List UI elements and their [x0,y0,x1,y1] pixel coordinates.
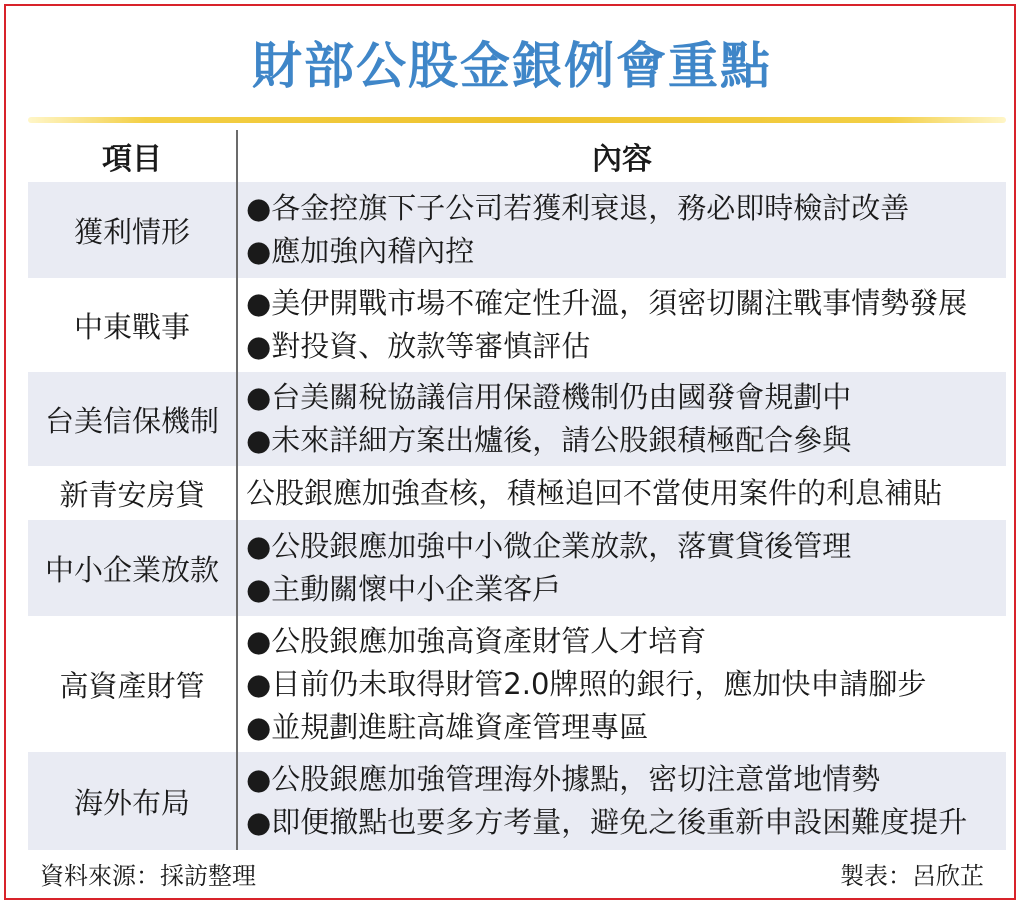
row-item: 中小企業放款 [44,552,219,587]
source-note: 資料來源：採訪整理 [40,862,256,890]
row-line: 公股銀應加強查核，積極追回不當使用案件的利息補貼 [246,475,943,510]
table-header [28,130,1006,182]
row-content [246,372,1006,466]
row-item: 新青安房貸 [59,477,205,512]
row-line: ●各金控旗下子公司若獲利衰退，務必即時檢討改善 [246,191,910,225]
page-title: 財部公股金銀例會重點 [252,37,772,95]
row-content [246,752,1006,850]
row-item: 高資產財管 [59,668,205,703]
row-line: ●公股銀應加強中小微企業放款，落實貸後管理 [246,529,852,563]
table-row [28,466,1006,520]
row-content [246,182,1006,278]
header-content: 內容 [592,142,652,177]
row-line: ●公股銀應加強管理海外據點，密切注意當地情勢 [246,762,881,796]
row-item: 中東戰事 [73,309,190,344]
row-line: ●即便撤點也要多方考量，避免之後重新申設困難度提升 [246,805,968,839]
row-line: ●美伊開戰市場不確定性升溫，須密切關注戰事情勢發展 [246,286,968,320]
table-row [28,752,1006,850]
row-line: ●公股銀應加強高資產財管人才培育 [246,623,707,658]
table-row [28,182,1006,278]
row-item: 台美信保機制 [44,403,219,438]
row-line: ●目前仍未取得財管2.0牌照的銀行，應加快申請腳步 [246,666,927,701]
row-content [246,520,1006,616]
row-content [246,466,1006,520]
row-item: 海外布局 [73,785,190,820]
column-divider [236,130,238,850]
table-row [28,278,1006,372]
maker-note: 製表：呂欣芷 [840,862,984,890]
row-item: 獲利情形 [73,214,190,249]
row-line: ●主動關懷中小企業客戶 [246,572,562,606]
table-row [28,616,1006,752]
row-line: ●應加強內稽內控 [246,234,475,268]
header-item: 項目 [102,142,162,177]
row-content [246,278,1006,372]
title-divider [28,117,1006,123]
table-row [28,520,1006,616]
row-line: ●並規劃進駐高雄資產管理專區 [246,709,649,744]
infographic-frame [4,4,1016,900]
row-line: ●未來詳細方案出爐後，請公股銀積極配合參與 [246,423,852,457]
table-row [28,372,1006,466]
row-line: ●對投資、放款等審慎評估 [246,329,591,363]
row-content [246,616,1006,752]
row-line: ●台美關稅協議信用保證機制仍由國發會規劃中 [246,380,852,414]
